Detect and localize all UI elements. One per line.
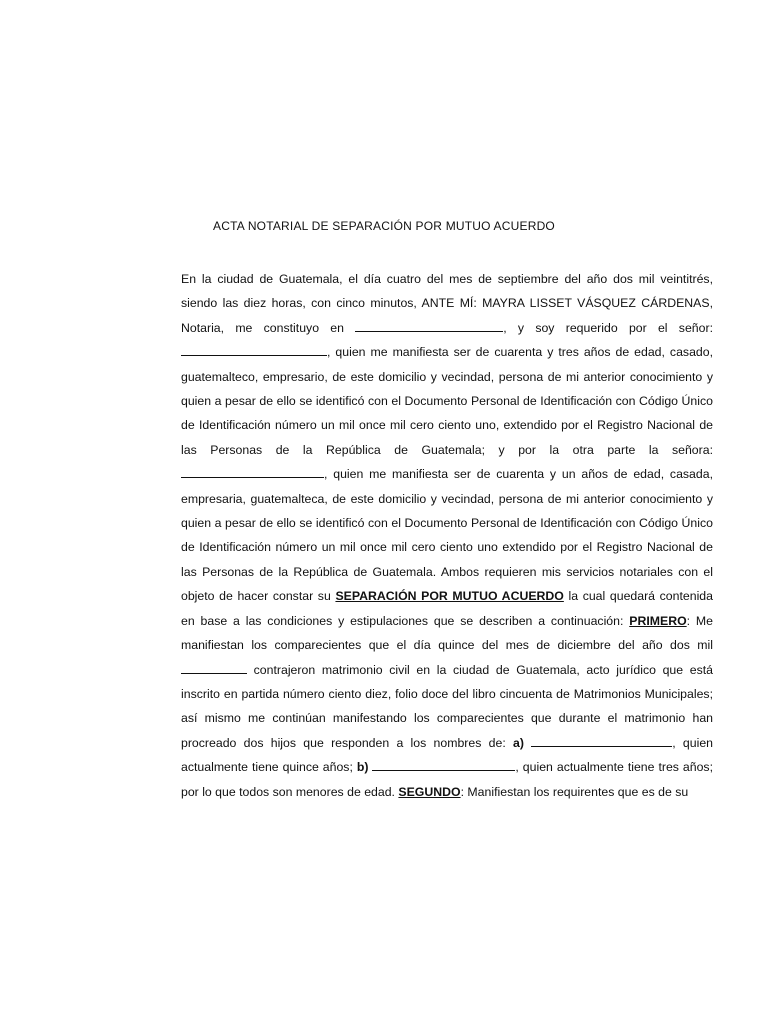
body-segment: , quien me manifiesta ser de cuarenta y tres años de edad, casado, guatemalteco, empresario, de este domicilio y vecindad, persona de mi anterior conocimiento y quien a pesar de ello se identificó con el Documento Personal de Identificación con Código Único de Identificación número un mil once mil cero ciento uno, extendido por el Registro Nacional de las Personas de la República de Guatemala; y por la otra parte la señora: [181, 345, 713, 457]
body-segment: En la ciudad de Guatemala, el día cuatro del mes de septiembre del año dos mil veintitrés, siendo las diez horas, con cinco minutos, ANTE MÍ: MAYRA LISSET VÁSQUEZ CÁRDENAS, Notaria, me constituyo en [181, 272, 713, 335]
clause-heading-segundo: SEGUNDO [398, 784, 461, 799]
body-segment: , quien actualmente tiene tres años; por lo que todos son menores de edad. [181, 760, 713, 799]
body-segment: , quien actualmente tiene quince años; [181, 735, 714, 775]
blank-line-child-b [372, 758, 515, 771]
body-segment: contrajeron matrimonio civil en la ciudad de Guatemala, acto jurídico que está inscrito en partida número ciento diez, folio doce del libro cincuenta de Matrimonios Municipales; así mismo me continúan manifestando los comparecientes que durante el matrimonio han procreado dos hijos que responden a los nombres de: [181, 662, 713, 750]
document-title: ACTA NOTARIAL DE SEPARACIÓN POR MUTUO ACUERDO [213, 219, 555, 233]
bold-underlined-term: SEPARACIÓN POR MUTUO ACUERDO [335, 589, 564, 604]
body-segment: , quien me manifiesta ser de cuarenta y un años de edad, casada, empresaria, guatemalteca, de este domicilio y vecindad, persona de mi anterior conocimiento y quien a pesar de ello se identificó con el Documento Personal de Identificación con Código Único de Identificación número un mil once mil cero ciento uno extendido por el Registro Nacional de las Personas de la República de Guatemala. Ambos requieren mis servicios notariales con el objeto de hacer constar su [181, 467, 713, 604]
list-marker-b: b) [356, 760, 369, 775]
body-segment: , y soy requerido por el señor: [503, 320, 713, 335]
blank-line-location [355, 319, 503, 332]
list-marker-a: a) [513, 735, 524, 750]
body-segment: : Me manifiestan los comparecientes que el día quince del mes de diciembre del año dos mil [181, 613, 713, 653]
document-body [181, 267, 713, 804]
body-segment: la cual quedará contenida en base a las condiciones y estipulaciones que se describen a continuación: [181, 589, 713, 628]
blank-line-year [181, 661, 247, 674]
blank-line-child-a [531, 734, 672, 747]
body-segment: : Manifiestan los requirentes que es de su [460, 784, 689, 799]
blank-line-senor-name [181, 343, 327, 356]
blank-line-senora-name [181, 465, 324, 478]
clause-heading-primero: PRIMERO [629, 613, 687, 628]
